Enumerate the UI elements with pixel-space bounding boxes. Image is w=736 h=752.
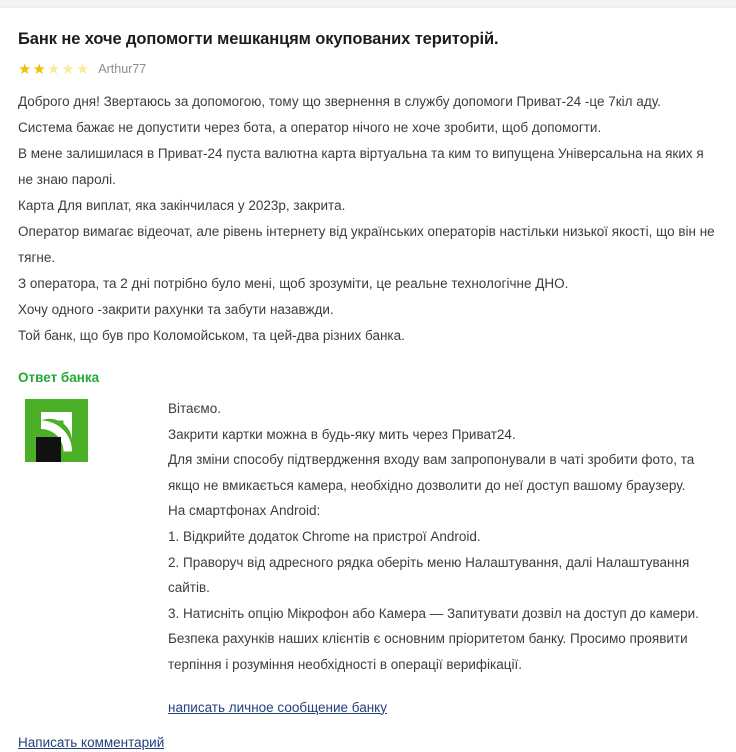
star-empty-icon[interactable]: ★: [75, 60, 90, 78]
star-empty-icon[interactable]: ★: [46, 60, 61, 78]
write-comment-row: [0, 734, 736, 752]
reply-paragraph: Безпека рахунків наших клієнтів є основним пріоритетом банку. Просимо проявити терпіння і розуміння необхідності в операції верифікації.: [168, 631, 688, 672]
review-paragraph: Доброго дня! Звертаюсь за допомогою, тому що звернення в службу допомоги Приват-24 -це 7кіл аду.: [18, 94, 661, 109]
section-divider-strip: [0, 0, 736, 8]
page-title: Банк не хоче допомогти мешканцям окупованих територій.: [18, 30, 499, 48]
review-paragraph: Хочу одного -закрити рахунки та забути назавжди.: [18, 302, 334, 317]
star-filled-icon[interactable]: ★: [18, 60, 32, 78]
reply-paragraph: 3. Натисніть опцію Мікрофон або Камера — Запитувати дозвіл на доступ до камери.: [168, 605, 699, 621]
reply-paragraph: 1. Відкрийте додаток Chrome на пристрої Android.: [168, 528, 481, 544]
review-paragraph: З оператора, та 2 дні потрібно було мені, щоб зрозуміти, це реальне технологічне ДНО.: [18, 276, 569, 291]
review-paragraph: В мене залишилася в Приват-24 пуста валютна карта віртуальна та ким то випущена Універсальна на яких я не знаю паролі.: [18, 146, 704, 187]
reply-paragraph: 2. Праворуч від адресного рядка оберіть меню Налаштування, далі Налаштування сайтів.: [168, 554, 690, 596]
bank-reply-text: [168, 395, 718, 720]
bank-reply-heading: Ответ банка: [18, 370, 100, 385]
star-filled-icon[interactable]: ★: [32, 60, 46, 78]
review-body: [18, 89, 718, 349]
reply-paragraph: Для зміни способу підтвердження входу вам запропонували в чаті зробити фото, та якщо не вмикається камера, необхідно дозволити до неї доступ вашому браузеру.: [168, 452, 695, 493]
star-rating[interactable]: [18, 62, 89, 77]
author-name: Arthur77: [98, 62, 147, 76]
reply-paragraph: На смартфонах Android:: [168, 503, 321, 519]
reply-paragraph: Вітаємо.: [168, 401, 221, 416]
review-page: [0, 29, 736, 720]
review-paragraph: Система бажає не допустити через бота, а оператор нічого не хоче зробити, щоб допомогти.: [18, 120, 602, 135]
bank-reply-block: [18, 395, 718, 720]
bank-logo-container: [18, 395, 168, 462]
review-paragraph: Карта Для виплат, яка закінчилася у 2023р, закрита.: [18, 198, 346, 213]
privatbank-logo-icon: [25, 399, 88, 462]
write-comment-link[interactable]: Написать комментарий: [18, 735, 165, 751]
review-paragraph: Той банк, що був про Коломойськом, та цей-два різних банка.: [18, 328, 405, 343]
private-message-link-row: [168, 695, 718, 721]
reply-paragraph: Закрити картки можна в будь-яку мить через Приват24.: [168, 426, 516, 442]
rating-row: [18, 60, 718, 78]
star-empty-icon[interactable]: ★: [61, 60, 75, 78]
write-private-message-link[interactable]: написать личное сообщение банку: [168, 699, 387, 715]
review-paragraph: Оператор вимагає відеочат, але рівень інтернету від українських операторів настільки низької якості, що він не тягне.: [18, 224, 715, 265]
